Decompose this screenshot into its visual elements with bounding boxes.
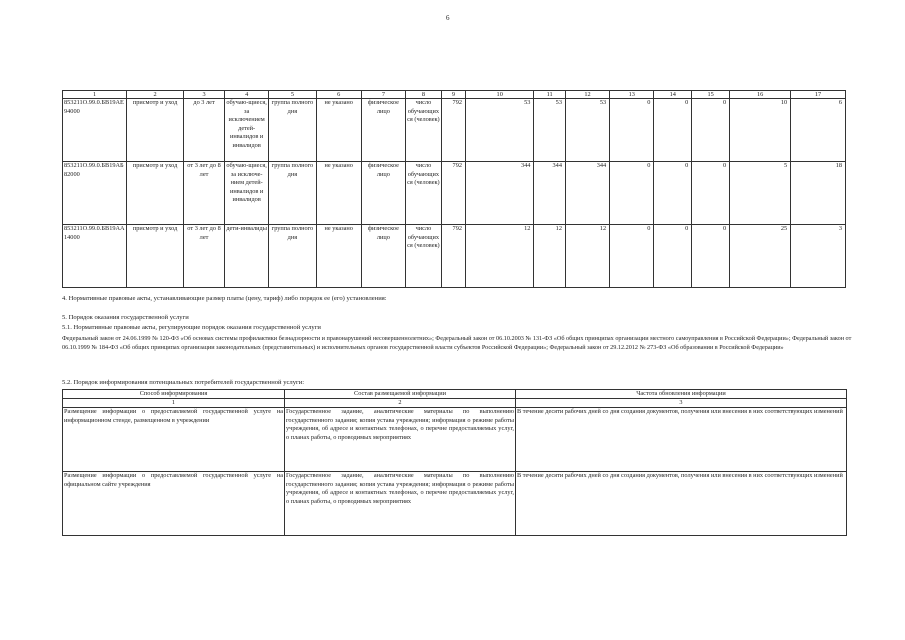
table-cell: обучаю-щиеся, за исключе-нием детей-инвалидов и инвалидов (225, 162, 269, 225)
table-cell: 0 (610, 162, 654, 225)
table2-number-row (63, 399, 847, 408)
table-cell: 0 (610, 225, 654, 288)
column-number: 13 (610, 91, 654, 99)
table-cell: 12 (466, 225, 534, 288)
information-table (62, 389, 847, 536)
table-cell: 0 (654, 225, 692, 288)
column-number: 9 (441, 91, 465, 99)
table-cell: 0 (692, 225, 730, 288)
column-number: 16 (730, 91, 791, 99)
method-cell: Размещение информации о предоставляемой государственной услуге на официальном сайте учреждения (63, 472, 285, 536)
table-cell: 12 (565, 225, 609, 288)
table1-header-row (63, 91, 846, 99)
table-cell: от 3 лет до 8 лет (184, 225, 225, 288)
column-number: 4 (225, 91, 269, 99)
frequency-cell: В течение десяти рабочих дней со дня создания документов, получения или внесения в них соответствующих изменений (516, 472, 847, 536)
table-cell: дети-инвалиды (225, 225, 269, 288)
table-cell: до 3 лет (184, 99, 225, 162)
col-number: 2 (285, 399, 516, 408)
table-cell: 0 (610, 99, 654, 162)
table-cell: физическое лицо (361, 225, 405, 288)
laws-paragraph: Федеральный закон от 24.06.1999 № 120-ФЗ «Об основах системы профилактики безнадзорности и правонарушений несовершеннолетних»; Федеральный закон от 06.10.2003 № 131-ФЗ «Об общих принципах организации местного самоуправления в Российской Федерации»; Федеральный закон от 06.10.1999 № 184-ФЗ «Об общих принципах организации законодательных (представительных) и исполнительных органов государственной власти субъектов Российской Федерации»; Федеральный закон от 29.12.2012 № 273-ФЗ «Об образовании в Российской Федерации» (62, 335, 852, 352)
table-cell: 53 (534, 99, 566, 162)
table-row (63, 225, 846, 288)
table-row (63, 99, 846, 162)
table-cell: 0 (654, 162, 692, 225)
table-cell: не указано (316, 99, 361, 162)
content-cell: Государственное задание, аналитические материалы по выполнению государственного задания; копия устава учреждения; информация о режиме работы учреждения, об адресе и контактных телефонах, о перечне предоставляемых услуг, о планах работы, о проводимых мероприятиях (285, 472, 516, 536)
page-number: 6 (446, 14, 450, 22)
registry-code-cell: 853211О.99.0.БВ19АБ82000 (63, 162, 127, 225)
section-5-1-title: 5.1. Нормативные правовые акты, регулирующие порядок оказания государственной услуги (62, 324, 321, 331)
table-cell: 25 (730, 225, 791, 288)
table-cell: группа полного дня (269, 225, 316, 288)
col-number: 1 (63, 399, 285, 408)
frequency-cell: В течение десяти рабочих дней со дня создания документов, получения или внесения в них соответствующих изменений (516, 408, 847, 472)
table-cell: 10 (730, 99, 791, 162)
column-number: 11 (534, 91, 566, 99)
section-5-2-title: 5.2. Порядок информирования потенциальных потребителей государственной услуги: (62, 379, 305, 386)
table-cell: от 3 лет до 8 лет (184, 162, 225, 225)
table-cell: 5 (730, 162, 791, 225)
column-number: 15 (692, 91, 730, 99)
column-number: 3 (184, 91, 225, 99)
table-cell: число обучающихся (человек) (406, 99, 442, 162)
registry-code-cell: 853211О.99.0.БВ19АЕ94000 (63, 99, 127, 162)
table-cell: 344 (565, 162, 609, 225)
column-number: 8 (406, 91, 442, 99)
table-cell: 792 (441, 99, 465, 162)
column-number: 14 (654, 91, 692, 99)
column-number: 2 (127, 91, 184, 99)
table-cell: 344 (466, 162, 534, 225)
table-cell: число обучающихся (человек) (406, 225, 442, 288)
table-cell: группа полного дня (269, 99, 316, 162)
table-row (63, 162, 846, 225)
table-cell: 6 (791, 99, 846, 162)
column-number: 10 (466, 91, 534, 99)
column-number: 12 (565, 91, 609, 99)
table-cell: 53 (466, 99, 534, 162)
column-number: 5 (269, 91, 316, 99)
section-5-title: 5. Порядок оказания государственной услуги (62, 314, 189, 321)
column-number: 7 (361, 91, 405, 99)
column-number: 17 (791, 91, 846, 99)
col-number: 3 (516, 399, 847, 408)
table-cell: 0 (692, 162, 730, 225)
table-cell: 18 (791, 162, 846, 225)
table-cell: не указано (316, 225, 361, 288)
table-cell: 792 (441, 162, 465, 225)
registry-code-cell: 853211О.99.0.БВ19АА14000 (63, 225, 127, 288)
table-row (63, 472, 847, 536)
table-cell: группа полного дня (269, 162, 316, 225)
table-cell: обучаю-щиеся, за исключением детей-инвалидов и инвалидов (225, 99, 269, 162)
header-method: Способ информирования (63, 390, 285, 399)
table-cell: присмотр и уход (127, 225, 184, 288)
table-cell: 344 (534, 162, 566, 225)
header-frequency: Частота обновления информации (516, 390, 847, 399)
service-volume-table (62, 90, 846, 288)
table-cell: не указано (316, 162, 361, 225)
table-cell: физическое лицо (361, 162, 405, 225)
table2-header-row (63, 390, 847, 399)
header-content: Состав размещаемой информации (285, 390, 516, 399)
content-cell: Государственное задание, аналитические материалы по выполнению государственного задания; копия устава учреждения; информация о режиме работы учреждения, об адресе и контактных телефонах, о перечне предоставляемых услуг, о планах работы, о проводимых мероприятиях (285, 408, 516, 472)
column-number: 1 (63, 91, 127, 99)
table-cell: присмотр и уход (127, 162, 184, 225)
table-cell: физическое лицо (361, 99, 405, 162)
section-4-text: 4. Нормативные правовые акты, устанавливающие размер платы (цену, тариф) либо порядок ее (его) установления: (62, 295, 387, 302)
table-cell: 53 (565, 99, 609, 162)
table-row (63, 408, 847, 472)
table-cell: присмотр и уход (127, 99, 184, 162)
table-cell: 12 (534, 225, 566, 288)
table-cell: 3 (791, 225, 846, 288)
table-cell: 0 (654, 99, 692, 162)
table-cell: 792 (441, 225, 465, 288)
table-cell: число обучающихся (человек) (406, 162, 442, 225)
method-cell: Размещение информации о предоставляемой государственной услуге на информационном стенде, размещенном в учреждении (63, 408, 285, 472)
table-cell: 0 (692, 99, 730, 162)
column-number: 6 (316, 91, 361, 99)
